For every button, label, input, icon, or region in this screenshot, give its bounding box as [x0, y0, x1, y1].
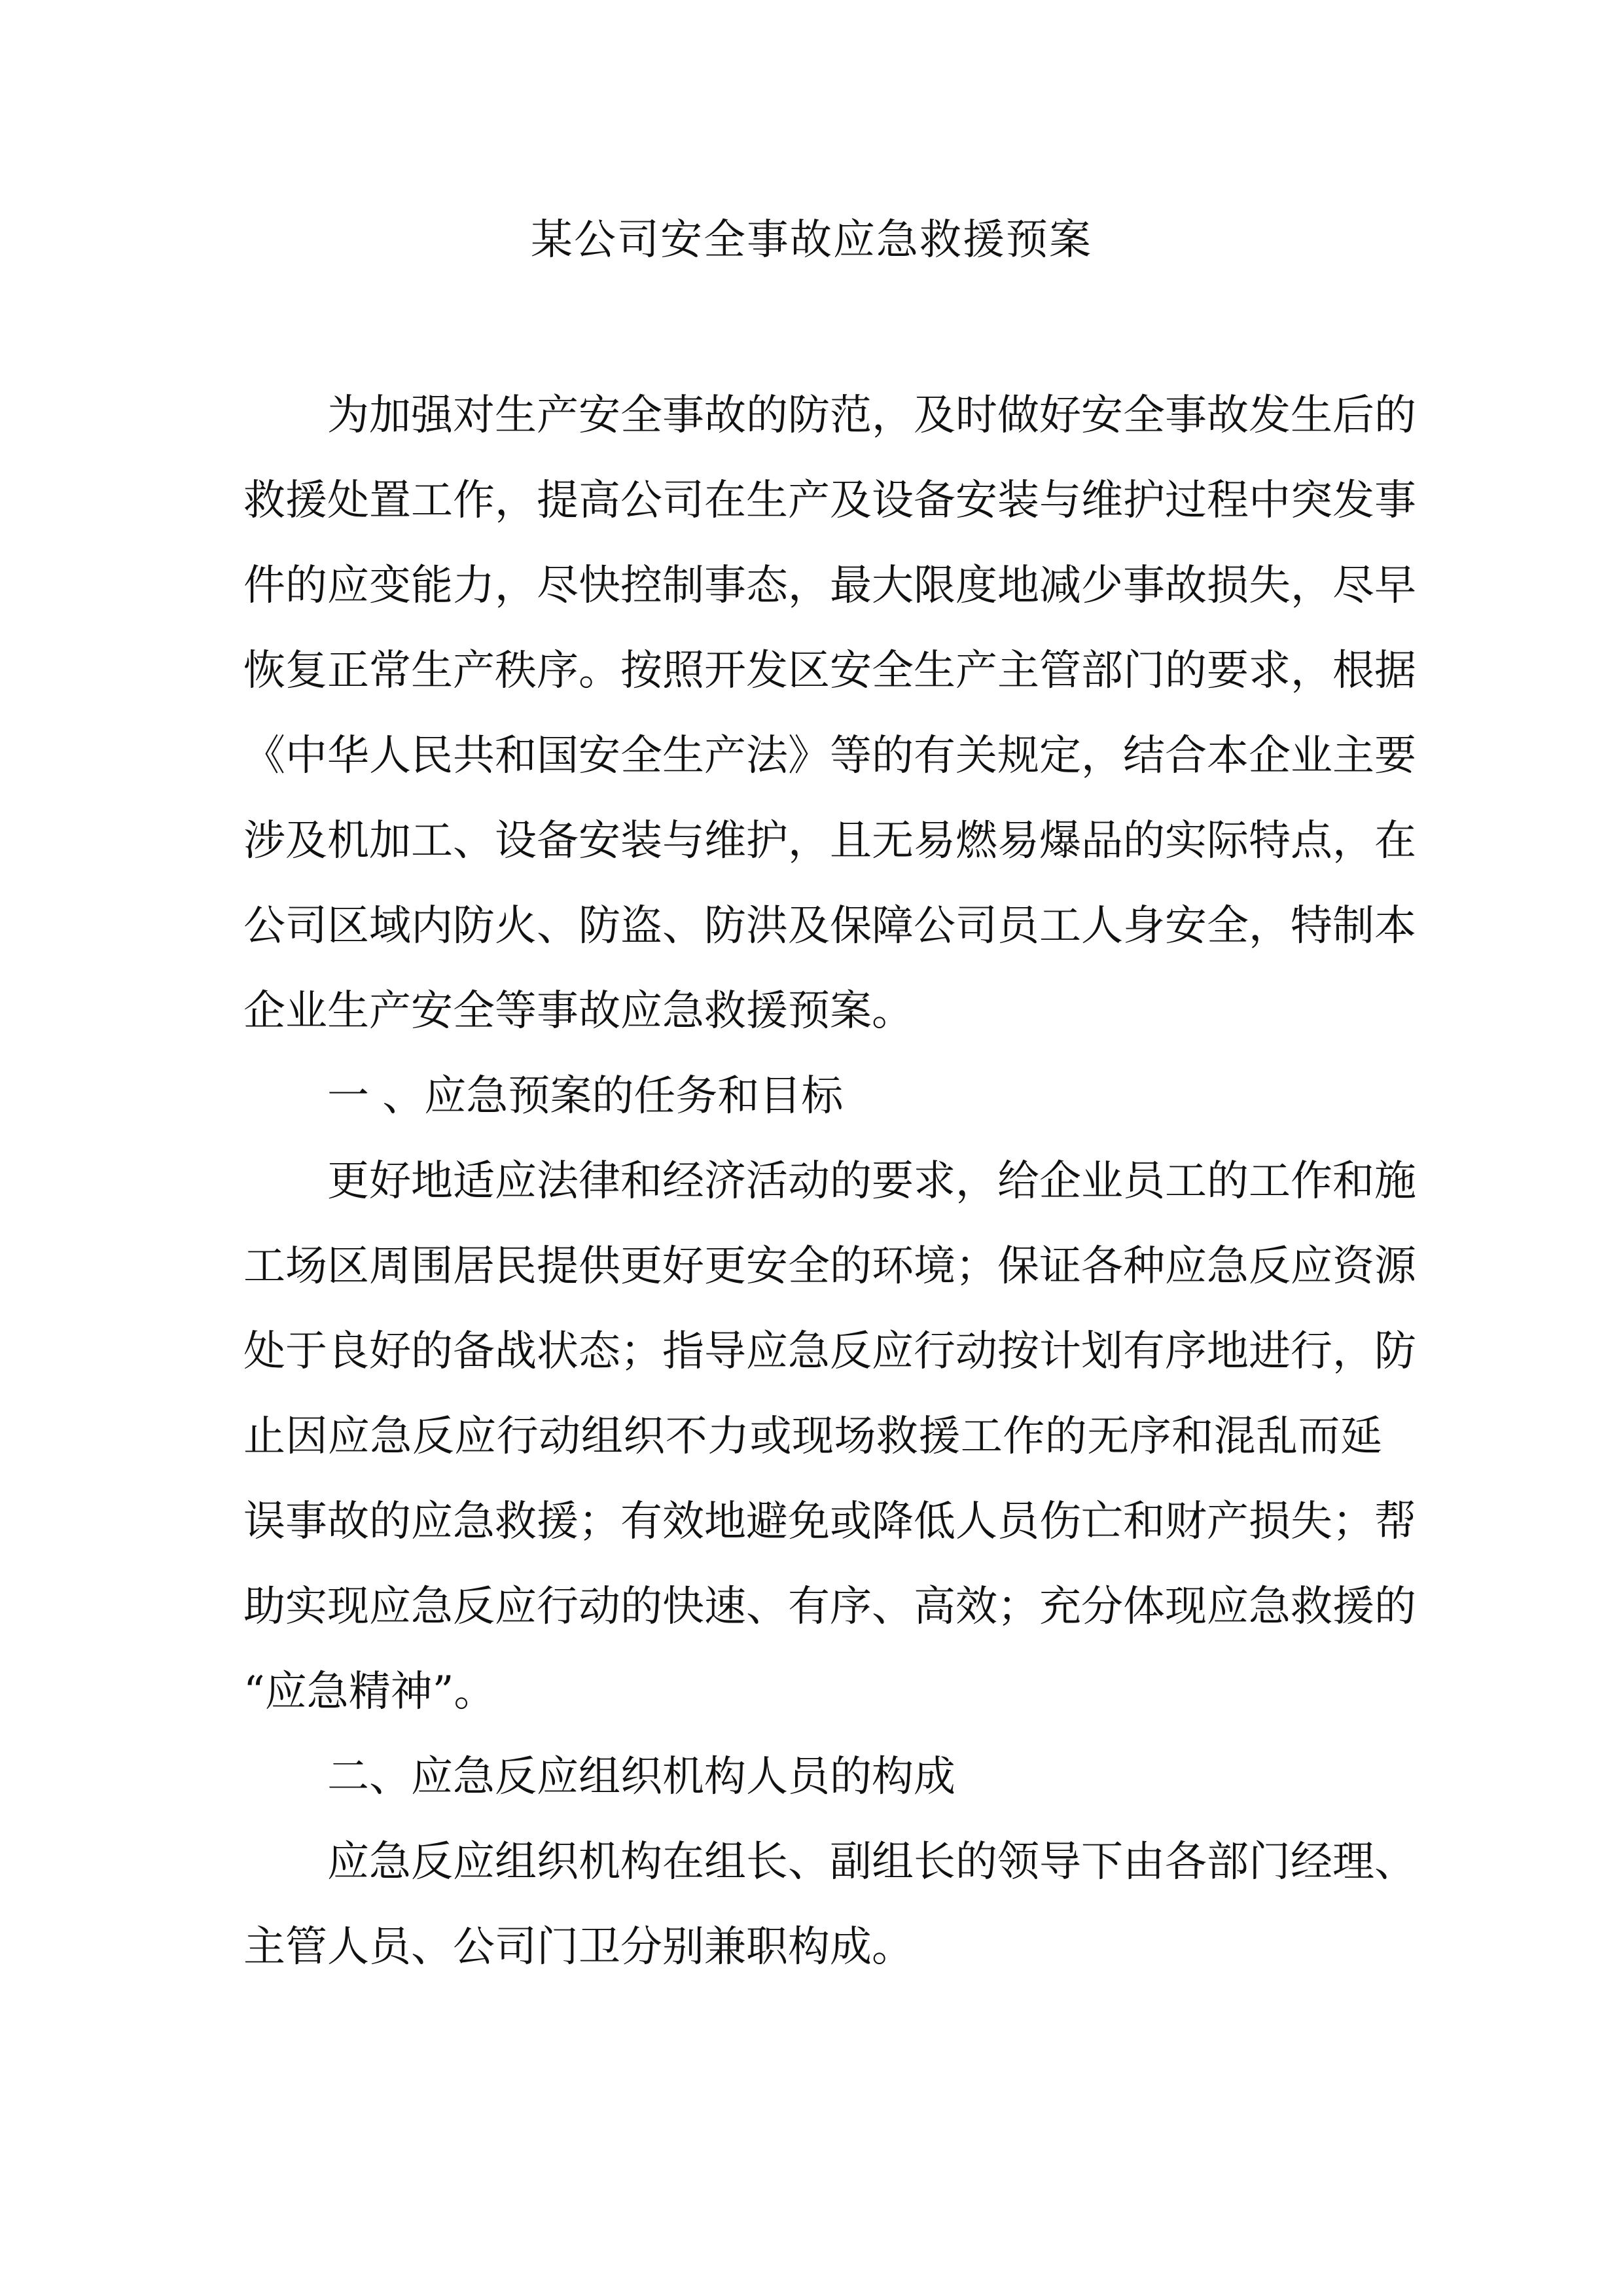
section-1-line-7: “应急精神”。: [243, 1668, 496, 1716]
section-2-line-1: 应急反应组织机构在组长、副组长的领导下由各部门经理、: [327, 1838, 1416, 1886]
document-title: 某公司安全事故应急救援预案: [531, 216, 1092, 264]
section-1-heading: 一 、应急预案的任务和目标: [327, 1072, 844, 1121]
intro-line-4: 恢复正常生产秩序。按照开发区安全生产主管部门的要求，根据: [243, 647, 1416, 695]
intro-line-1: 为加强对生产安全事故的防范，及时做好安全事故发生后的: [327, 391, 1416, 440]
section-1-line-6: 助实现应急反应行动的快速、有序、高效；充分体现应急救援的: [243, 1583, 1416, 1631]
intro-line-2: 救援处置工作，提高公司在生产及设备安装与维护过程中突发事: [243, 476, 1416, 525]
intro-line-3: 件的应变能力，尽快控制事态，最大限度地减少事故损失，尽早: [243, 562, 1416, 610]
section-1-line-3: 处于良好的备战状态；指导应急反应行动按计划有序地进行，防: [243, 1327, 1416, 1376]
section-1-line-4: 止因应急反应行动组织不力或现场救援工作的无序和混乱而延: [243, 1412, 1382, 1461]
intro-line-5: 《中华人民共和国安全生产法》等的有关规定，结合本企业主要: [243, 732, 1416, 780]
section-1-line-1: 更好地适应法律和经济活动的要求，给企业员工的工作和施: [327, 1157, 1416, 1206]
section-2-heading: 二、应急反应组织机构人员的构成: [327, 1753, 955, 1801]
section-2-line-2: 主管人员、公司门卫分别兼职构成。: [243, 1923, 914, 1971]
intro-line-6: 涉及机加工、设备安装与维护，且无易燃易爆品的实际特点，在: [243, 817, 1416, 865]
intro-line-7: 公司区域内防火、防盗、防洪及保障公司员工人身安全，特制本: [243, 902, 1416, 950]
section-1-line-5: 误事故的应急救援；有效地避免或降低人员伤亡和财产损失；帮: [243, 1498, 1416, 1546]
section-1-line-2: 工场区周围居民提供更好更安全的环境；保证各种应急反应资源: [243, 1242, 1416, 1291]
intro-line-8: 企业生产安全等事故应急救援预案。: [243, 987, 914, 1035]
